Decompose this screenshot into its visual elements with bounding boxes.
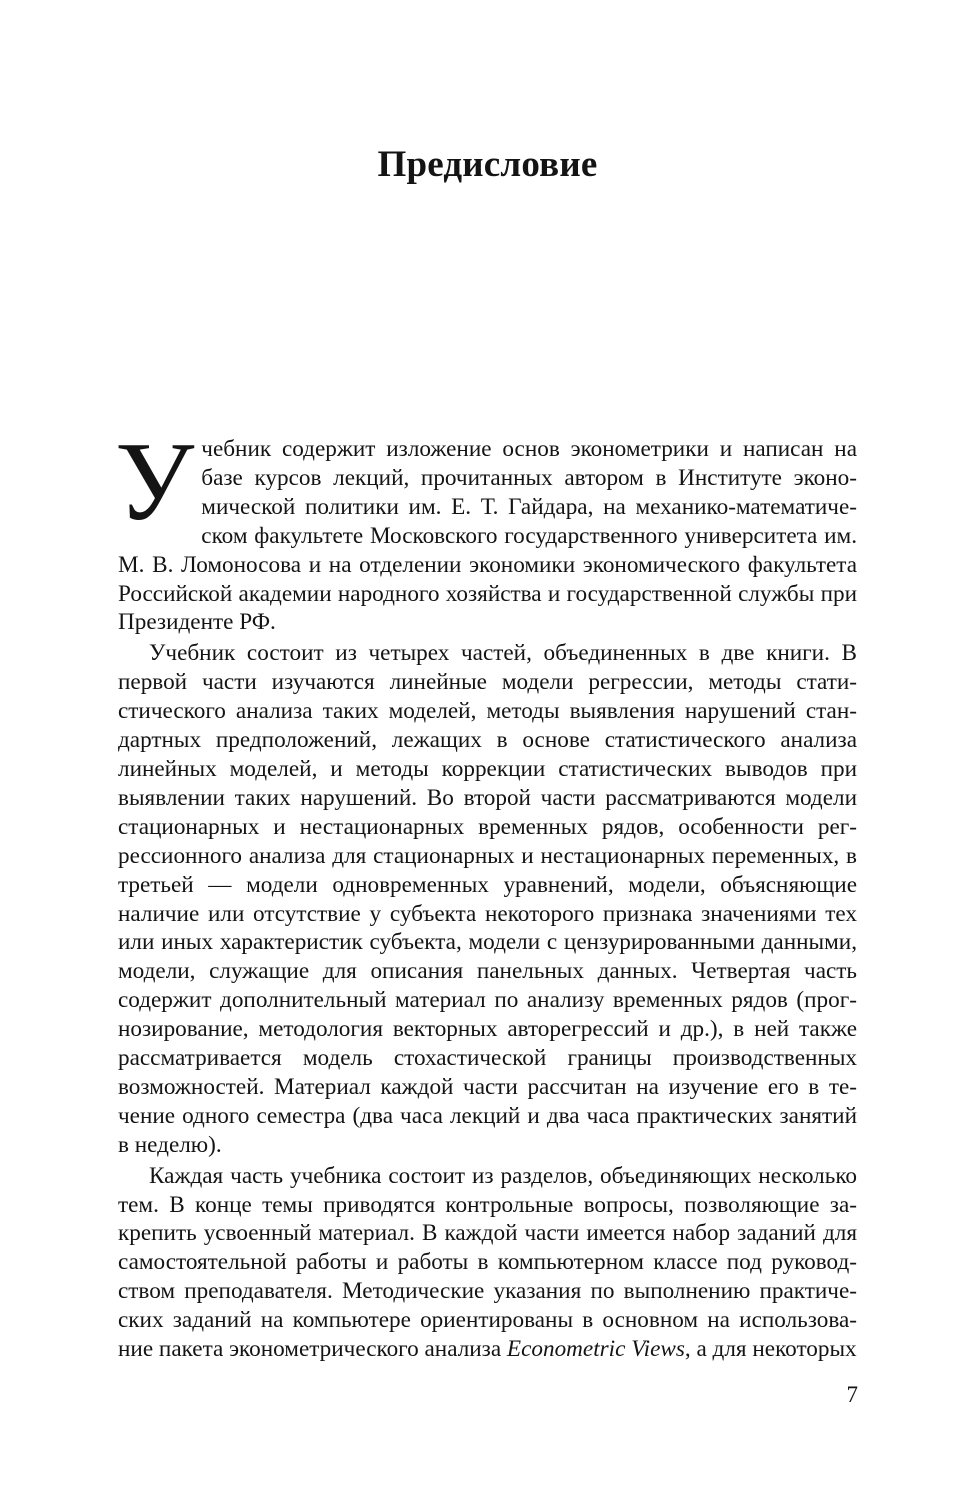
software-name: Econometric Views [506, 1336, 685, 1363]
body-text [115, 420, 857, 1364]
page-number: 7 [846, 1382, 858, 1407]
drop-cap: У [115, 420, 195, 544]
paragraph-3-text: Каждая часть учебника состоит из разделов, объединяющих несколько тем. В конце темы приводятся контрольные вопросы, позволяющие закрепить усвоенный материал. В каждой части имеется набор заданий для самостоятельной работы и работы в компьютерном классе под руководством преподавателя. Методические указания по выполнению практических заданий на компьютере ориентированы в основном на использование пакета эконометрического анализа [118, 1162, 857, 1363]
paragraph-2: Учебник состоит из четырех частей, объединенных в две книги. В первой части изучаются линейные модели регрессии, методы статистического анализа таких моделей, методы выявления нарушений стандартных предположений, лежащих в основе статистического анализа линейных моделей, и методы коррекции статистических выводов при выявлении таких нарушений. Во второй части рассматриваются модели стационарных и нестационарных временных рядов, особенности регрессионного анализа для стационарных и нестационарных переменных, в третьей — модели одновременных уравнений, модели, объясняющие наличие или отсутствие у субъекта некоторого признака значениями тех или иных характеристик субъекта, модели с цензурированными данными, модели, служащие для описания панельных данных. Четвертая часть содержит дополнительный материал по анализу временных рядов (прогнозирование, методология векторных авторегрессий и др.), в ней также рассматривается модель стохастической границы производственных возможностей. Материал каждой части рассчитан на изучение его в течение одного семестра (два часа лекций и два часа практических занятий в неделю). [118, 640, 857, 1158]
paragraph-1-text: чебник содержит изложение основ эконометрики и написан на базе курсов лекций, прочитанных автором в Институте экономической политики им. Е. Т. Гайдара, на механико-математическом факультете Московского государственного университета им. М. В. Ломоносова и на отделении экономики экономического факультета Российской академии народного хозяйства и государственной службы при Президенте РФ. [118, 436, 857, 636]
paragraph-3-tail: , а для некоторых [684, 1336, 857, 1363]
paragraph-1 [115, 420, 857, 637]
page-title: Предисловие [377, 144, 598, 185]
paragraph-3 [118, 1162, 857, 1364]
